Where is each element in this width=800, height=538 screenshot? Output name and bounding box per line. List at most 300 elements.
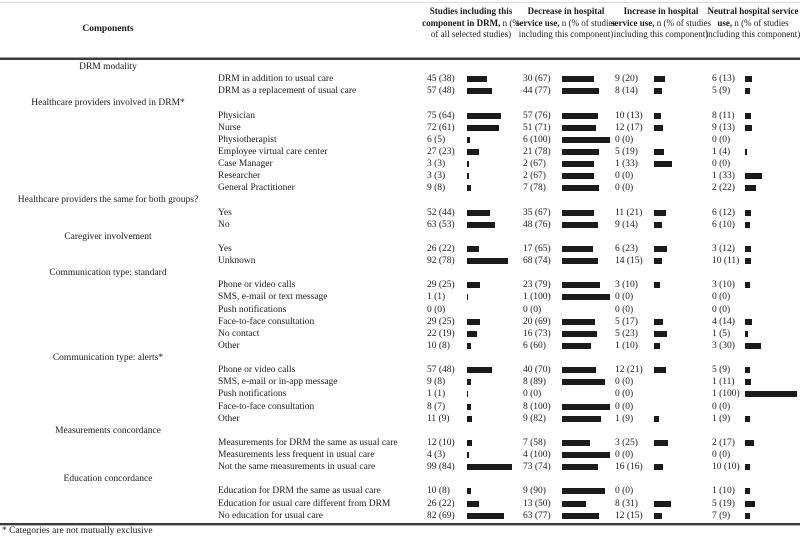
cell-value: 11 (9): [427, 413, 450, 424]
component-label: Push notifications: [218, 389, 287, 400]
column-header-increase: [611, 6, 711, 41]
percentage-bar: [562, 331, 597, 337]
section-label: Caregiver involvement: [64, 231, 152, 242]
cell-value: 57 (48): [427, 86, 455, 97]
cell-value: 51 (71): [523, 122, 551, 133]
percentage-bar: [745, 76, 752, 82]
percentage-bar: [562, 488, 605, 494]
section-row: [0, 231, 800, 243]
column-header-sub-text: n (% of studies including this component): [613, 17, 711, 39]
percentage-bar: [562, 246, 593, 252]
percentage-bar: [467, 282, 480, 288]
section-row: [0, 267, 800, 279]
cell-value: 1 (33): [712, 171, 735, 182]
percentage-bar: [562, 452, 610, 458]
percentage-bar: [745, 173, 762, 179]
percentage-bar: [654, 76, 665, 82]
percentage-bar: [654, 367, 666, 373]
component-label: Nurse: [218, 122, 241, 133]
percentage-bar: [467, 464, 512, 470]
percentage-bar: [467, 391, 468, 397]
cell-value: 3 (25): [615, 437, 638, 448]
percentage-bar: [562, 501, 586, 507]
cell-value: 2 (17): [712, 437, 735, 448]
component-label: Yes: [218, 207, 232, 218]
cell-value: 1 (5): [712, 328, 731, 339]
cell-value: 75 (64): [427, 110, 455, 121]
component-label: Employee virtual care center: [218, 146, 328, 157]
percentage-bar: [654, 513, 662, 519]
cell-value: 26 (22): [427, 498, 455, 509]
component-row: [0, 146, 800, 158]
section-row: [0, 473, 800, 485]
percentage-bar: [745, 222, 750, 228]
cell-value: 0 (0): [615, 183, 634, 194]
component-label: Education for usual care different from DRM: [218, 498, 391, 509]
percentage-bar: [562, 185, 599, 191]
percentage-bar: [467, 440, 472, 446]
percentage-bar: [467, 488, 471, 494]
column-header-decrease: [516, 6, 616, 41]
cell-value: 26 (22): [427, 243, 455, 254]
cell-value: 63 (53): [427, 219, 455, 230]
cell-value: 1 (1): [427, 292, 446, 303]
percentage-bar: [745, 331, 748, 337]
cell-value: 1 (10): [712, 486, 735, 497]
percentage-bar: [745, 258, 751, 264]
cell-value: 23 (79): [523, 280, 551, 291]
section-label: Healthcare providers the same for both groups?: [17, 195, 199, 206]
percentage-bar: [467, 246, 479, 252]
cell-value: 0 (0): [615, 292, 634, 303]
percentage-bar: [562, 404, 610, 410]
percentage-bar: [467, 161, 469, 167]
component-row: [0, 485, 800, 497]
cell-value: 4 (14): [712, 316, 735, 327]
component-row: [0, 170, 800, 182]
column-header-bold-text: Increase in hospital service use,: [611, 6, 699, 28]
section-label: DRM modality: [79, 62, 137, 72]
percentage-bar: [654, 113, 661, 119]
percentage-bar: [562, 294, 610, 300]
cell-value: 3 (10): [615, 280, 638, 291]
cell-value: 5 (9): [712, 86, 731, 97]
component-row: [0, 219, 800, 231]
cell-value: 1 (4): [712, 146, 731, 157]
cell-value: 10 (8): [427, 486, 450, 497]
cell-value: 6 (60): [523, 340, 546, 351]
cell-value: 5 (9): [712, 365, 731, 376]
component-label: SMS, e-mail or text message: [218, 292, 328, 303]
percentage-bar: [467, 379, 471, 385]
cell-value: 0 (0): [427, 304, 446, 315]
cell-value: 10 (10): [712, 462, 740, 473]
percentage-bar: [467, 501, 479, 507]
percentage-bar: [467, 222, 495, 228]
cell-value: 1 (100): [523, 292, 551, 303]
component-label: Case Manager: [218, 159, 273, 169]
cell-value: 1 (33): [615, 159, 638, 169]
cell-value: 8 (100): [523, 401, 551, 412]
component-row: [0, 449, 800, 461]
cell-value: 4 (3): [427, 450, 446, 460]
cell-value: 0 (0): [615, 401, 634, 412]
percentage-bar: [562, 137, 610, 143]
cell-value: 7 (9): [712, 510, 731, 521]
column-header-bold-text: Studies including this component in DRM,: [422, 6, 513, 28]
percentage-bar: [745, 282, 750, 288]
percentage-bar: [745, 513, 750, 519]
component-row: [0, 498, 800, 510]
cell-value: 44 (77): [523, 86, 551, 97]
cell-value: 17 (65): [523, 243, 551, 254]
components-column-header: Components: [82, 24, 134, 34]
cell-value: 9 (82): [523, 413, 546, 424]
percentage-bar: [654, 246, 667, 252]
cell-value: 57 (76): [523, 110, 551, 121]
percentage-bar: [562, 464, 598, 470]
percentage-bar: [562, 282, 600, 288]
component-row: [0, 207, 800, 219]
cell-value: 8 (89): [523, 377, 546, 388]
cell-value: 29 (25): [427, 280, 455, 291]
cell-value: 0 (0): [712, 159, 731, 169]
percentage-bar: [467, 210, 490, 216]
percentage-bar: [745, 149, 747, 155]
percentage-bar: [745, 379, 751, 385]
percentage-bar: [467, 452, 469, 458]
percentage-bar: [467, 258, 508, 264]
cell-value: 45 (38): [427, 74, 455, 85]
cell-value: 3 (30): [712, 340, 735, 351]
cell-value: 1 (9): [615, 413, 634, 424]
percentage-bar: [654, 440, 668, 446]
component-label: Other: [218, 340, 240, 351]
percentage-bar: [562, 210, 594, 216]
percentage-bar: [467, 367, 492, 373]
percentage-bar: [467, 343, 471, 349]
cell-value: 7 (78): [523, 183, 546, 194]
component-row: [0, 376, 800, 388]
percentage-bar: [745, 488, 750, 494]
percentage-bar: [745, 113, 751, 119]
table-footnote: * Categories are not mutually exclusive: [2, 526, 153, 536]
cell-value: 1 (100): [712, 389, 740, 400]
cell-value: 6 (100): [523, 134, 551, 145]
percentage-bar: [562, 76, 594, 82]
cell-value: 29 (25): [427, 316, 455, 327]
cell-value: 27 (23): [427, 146, 455, 157]
cell-value: 6 (12): [712, 207, 735, 218]
percentage-bar: [745, 391, 797, 397]
column-header-bold-text: Neutral hospital service use,: [707, 6, 799, 28]
cell-value: 3 (10): [712, 280, 735, 291]
cell-value: 72 (61): [427, 122, 455, 133]
component-label: General Practitioner: [218, 183, 295, 194]
column-header-studies-including: [421, 6, 521, 41]
component-label: Yes: [218, 243, 232, 254]
component-row: [0, 158, 800, 170]
cell-value: 40 (70): [523, 365, 551, 376]
cell-value: 7 (58): [523, 437, 546, 448]
percentage-bar: [745, 88, 750, 94]
percentage-bar: [745, 440, 754, 446]
cell-value: 5 (23): [615, 328, 638, 339]
percentage-bar: [467, 404, 471, 410]
section-row: [0, 425, 800, 437]
cell-value: 4 (100): [523, 450, 551, 460]
cell-value: 6 (10): [712, 219, 735, 230]
section-row: [0, 352, 800, 364]
percentage-bar: [745, 343, 761, 349]
cell-value: 5 (19): [615, 146, 638, 157]
cell-value: 30 (67): [523, 74, 551, 85]
component-row: [0, 304, 800, 316]
percentage-bar: [654, 331, 667, 337]
percentage-bar: [562, 149, 599, 155]
component-row: [0, 122, 800, 134]
percentage-bar: [467, 173, 469, 179]
component-row: [0, 340, 800, 352]
percentage-bar: [654, 501, 671, 507]
cell-value: 48 (76): [523, 219, 551, 230]
cell-value: 10 (8): [427, 340, 450, 351]
percentage-bar: [467, 125, 499, 131]
component-label: Measurements for DRM the same as usual care: [218, 437, 398, 448]
cell-value: 63 (77): [523, 510, 551, 521]
cell-value: 3 (3): [427, 171, 446, 182]
column-header-bold-text: Decrease in hospital service use,: [516, 6, 605, 28]
section-label: Healthcare providers involved in DRM*: [31, 98, 185, 109]
component-row: [0, 110, 800, 122]
component-label: Education for DRM the same as usual care: [218, 486, 381, 497]
cell-value: 12 (17): [615, 122, 643, 133]
cell-value: 11 (21): [615, 207, 643, 218]
component-label: Researcher: [218, 171, 261, 182]
cell-value: 8 (11): [712, 110, 735, 121]
percentage-bar: [467, 416, 472, 422]
cell-value: 57 (48): [427, 365, 455, 376]
component-row: [0, 243, 800, 255]
cell-value: 10 (11): [712, 256, 740, 266]
cell-value: 92 (78): [427, 256, 455, 266]
cell-value: 8 (31): [615, 498, 638, 509]
percentage-bar: [562, 125, 596, 131]
percentage-bar: [745, 319, 752, 325]
percentage-bar: [654, 125, 663, 131]
cell-value: 1 (11): [712, 377, 735, 388]
column-header-neutral: [705, 6, 800, 41]
percentage-bar: [562, 222, 598, 228]
cell-value: 0 (0): [712, 401, 731, 412]
cell-value: 0 (0): [615, 171, 634, 182]
percentage-bar: [745, 367, 750, 373]
percentage-bar: [562, 173, 594, 179]
cell-value: 0 (0): [712, 292, 731, 303]
component-label: Not the same measurements in usual care: [218, 462, 376, 473]
cell-value: 0 (0): [615, 450, 634, 460]
component-row: [0, 279, 800, 291]
cell-value: 82 (69): [427, 510, 455, 521]
component-label: Unknown: [218, 256, 256, 266]
percentage-bar: [562, 88, 599, 94]
percentage-bar: [467, 88, 492, 94]
percentage-bar: [654, 416, 659, 422]
cell-value: 0 (0): [712, 134, 731, 145]
component-label: Phone or video calls: [218, 280, 296, 291]
cell-value: 9 (14): [615, 219, 638, 230]
percentage-bar: [654, 222, 662, 228]
component-label: DRM in addition to usual care: [218, 74, 334, 85]
component-row: [0, 73, 800, 85]
percentage-bar: [654, 161, 672, 167]
component-label: No: [218, 219, 230, 230]
percentage-bar: [745, 416, 750, 422]
cell-value: 22 (19): [427, 328, 455, 339]
percentage-bar: [467, 294, 468, 300]
percentage-bar: [562, 440, 590, 446]
cell-value: 0 (0): [712, 304, 731, 315]
component-row: [0, 364, 800, 376]
percentage-bar: [562, 258, 598, 264]
component-row: [0, 291, 800, 303]
percentage-bar: [467, 76, 487, 82]
component-label: No contact: [218, 328, 260, 339]
percentage-bar: [654, 258, 662, 264]
component-row: [0, 182, 800, 194]
table-body: [0, 61, 800, 522]
percentage-bar: [654, 343, 660, 349]
percentage-bar: [467, 319, 480, 325]
cell-value: 8 (14): [615, 86, 638, 97]
cell-value: 5 (19): [712, 498, 735, 509]
cell-value: 6 (23): [615, 243, 638, 254]
component-row: [0, 328, 800, 340]
cell-value: 2 (67): [523, 159, 546, 169]
percentage-bar: [467, 331, 477, 337]
component-label: Physiotherapist: [218, 134, 277, 145]
percentage-bar: [654, 282, 660, 288]
cell-value: 16 (73): [523, 328, 551, 339]
percentage-bar: [745, 464, 750, 470]
percentage-bar: [562, 343, 591, 349]
component-row: [0, 437, 800, 449]
percentage-bar: [562, 113, 598, 119]
component-label: Face-to-face consultation: [218, 401, 315, 412]
percentage-bar: [562, 379, 605, 385]
percentage-bar: [467, 113, 501, 119]
cell-value: 9 (8): [427, 183, 446, 194]
component-row: [0, 401, 800, 413]
cell-value: 3 (12): [712, 243, 735, 254]
component-label: Push notifications: [218, 304, 287, 315]
component-row: [0, 461, 800, 473]
section-row: [0, 97, 800, 109]
cell-value: 9 (8): [427, 377, 446, 388]
percentage-bar: [654, 88, 662, 94]
percentage-bar: [562, 161, 594, 167]
percentage-bar: [745, 246, 751, 252]
cell-value: 1 (1): [427, 389, 446, 400]
component-row: [0, 85, 800, 97]
cell-value: 20 (69): [523, 316, 551, 327]
percentage-bar: [562, 319, 595, 325]
cell-value: 52 (44): [427, 207, 455, 218]
cell-value: 12 (21): [615, 365, 643, 376]
component-row: [0, 255, 800, 267]
cell-value: 1 (10): [615, 340, 638, 351]
cell-value: 10 (13): [615, 110, 643, 121]
percentage-bar: [654, 210, 666, 216]
cell-value: 16 (16): [615, 462, 643, 473]
section-label: Measurements concordance: [55, 425, 161, 436]
percentage-bar: [654, 464, 663, 470]
cell-value: 5 (17): [615, 316, 638, 327]
percentage-bar: [745, 185, 756, 191]
cell-value: 13 (50): [523, 498, 551, 509]
divider-header-dark: [0, 58, 800, 60]
cell-value: 0 (0): [523, 304, 542, 315]
component-row: [0, 388, 800, 400]
percentage-bar: [562, 513, 599, 519]
percentage-bar: [745, 210, 751, 216]
section-label: Education concordance: [63, 474, 153, 485]
cell-value: 0 (0): [615, 304, 634, 315]
component-label: SMS, e-mail or in-app message: [218, 377, 338, 388]
column-header-sub-text: n (% of studies including this component): [705, 17, 800, 39]
cell-value: 14 (15): [615, 256, 643, 266]
component-label: Measurements less frequent in usual care: [218, 450, 375, 460]
cell-value: 9 (20): [615, 74, 638, 85]
cell-value: 6 (13): [712, 74, 735, 85]
percentage-bar: [467, 513, 504, 519]
section-label: Communication type: standard: [49, 268, 167, 279]
cell-value: 0 (0): [615, 486, 634, 497]
percentage-bar: [562, 416, 601, 422]
cell-value: 6 (5): [427, 134, 446, 145]
cell-value: 8 (7): [427, 401, 446, 412]
component-label: Face-to-face consultation: [218, 316, 315, 327]
section-label: Communication type: alerts*: [52, 353, 164, 363]
component-row: [0, 134, 800, 146]
cell-value: 2 (22): [712, 183, 735, 194]
percentage-bar: [467, 137, 470, 143]
section-row: [0, 194, 800, 206]
cell-value: 99 (84): [427, 462, 455, 473]
component-label: Phone or video calls: [218, 365, 296, 376]
cell-value: 9 (13): [712, 122, 735, 133]
cell-value: 73 (74): [523, 462, 551, 473]
percentage-bar: [745, 125, 752, 131]
component-row: [0, 510, 800, 522]
cell-value: 12 (15): [615, 510, 643, 521]
percentage-bar: [654, 319, 663, 325]
cell-value: 0 (0): [523, 389, 542, 400]
section-row: [0, 61, 800, 73]
percentage-bar: [745, 501, 755, 507]
cell-value: 35 (67): [523, 207, 551, 218]
cell-value: 68 (74): [523, 256, 551, 266]
component-label: No education for usual care: [218, 510, 323, 521]
cell-value: 9 (90): [523, 486, 546, 497]
percentage-bar: [562, 367, 596, 373]
cell-value: 2 (67): [523, 171, 546, 182]
percentage-bar: [467, 149, 479, 155]
divider-top: [0, 2, 800, 3]
component-row: [0, 316, 800, 328]
cell-value: 1 (9): [712, 413, 731, 424]
cell-value: 21 (78): [523, 146, 551, 157]
